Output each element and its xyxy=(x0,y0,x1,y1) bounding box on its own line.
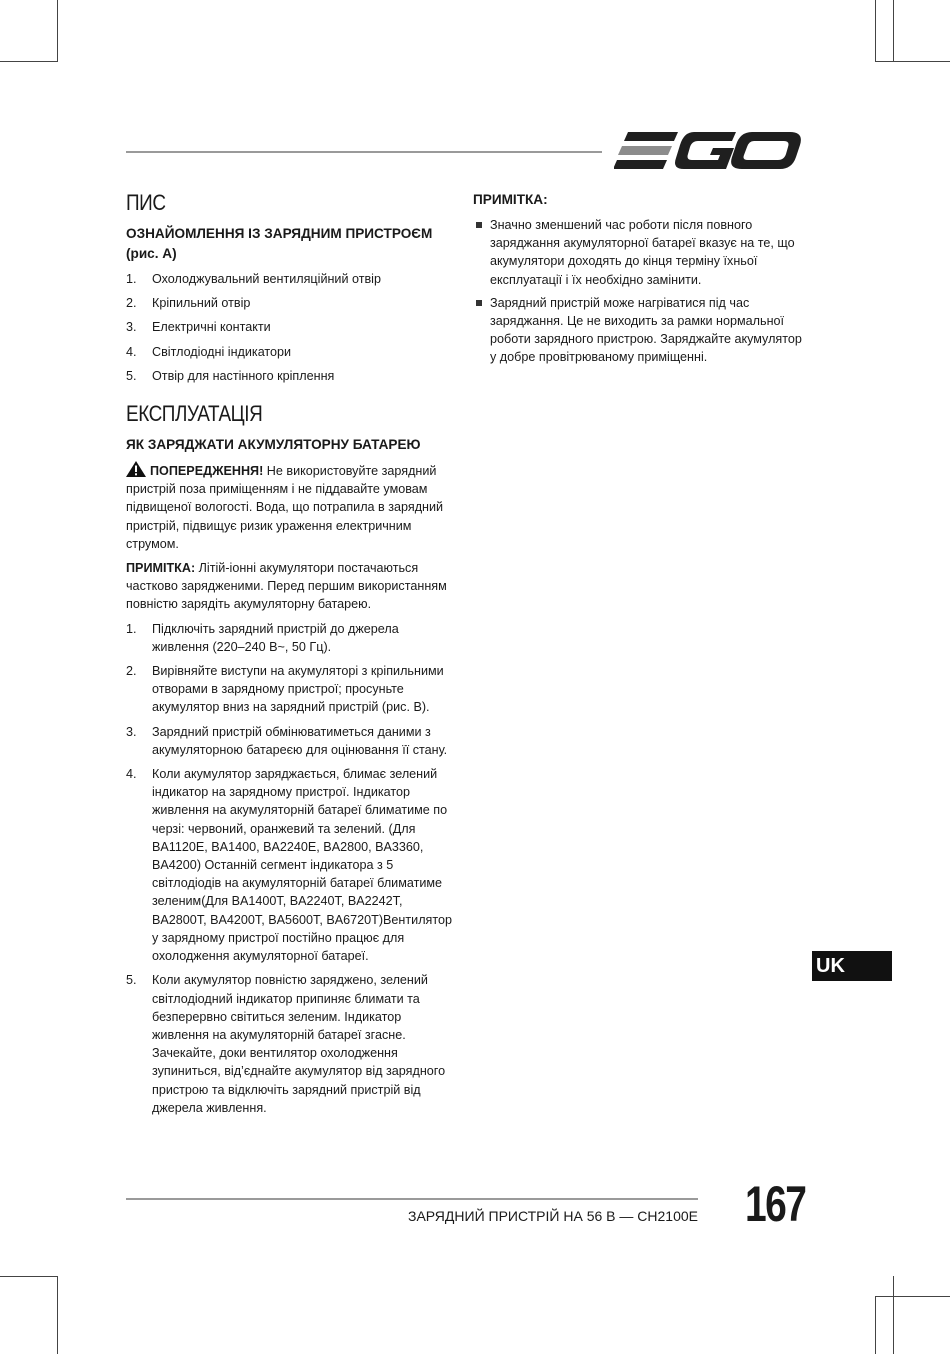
bullet-square-icon xyxy=(476,222,482,228)
list-item: 5. Коли акумулятор повністю заряджено, зелений світлодіодний індикатор припиняє блимати та безперервно світиться зеленим. Індикатор живлення на акумуляторній батареї згасне. Зачекайте, доки вентилятор охолодження зупиниться, від’єднайте акумулятор від зарядного пристрою та відключіть зарядний пристрій від джерела живлення. xyxy=(126,973,446,1115)
section-title-description: ПИС xyxy=(126,190,166,215)
crop-mark xyxy=(893,1276,894,1354)
bullet-square-icon xyxy=(476,300,482,306)
list-item: 4. Світлодіодні індикатори xyxy=(126,344,292,359)
crop-mark xyxy=(57,0,58,62)
note-paragraph xyxy=(126,559,452,614)
warning-text: Не використовуйте зарядний пристрій поза приміщенням і не піддавайте умовам підвищеної вологості. Вода, що потрапила в зарядний пристрій, підвищує ризик ураження електричним струмом. xyxy=(126,464,444,551)
crop-mark xyxy=(875,1296,950,1297)
list-item: 3. Зарядний пристрій обмінюватиметься даними з акумуляторною батареєю для оцінювання її стану. xyxy=(126,724,448,757)
warning-paragraph xyxy=(126,461,452,553)
crop-mark xyxy=(0,1276,58,1277)
list-item: Значно зменшений час роботи після повного заряджання акумуляторної батареї вказує на те, що акумулятори доходять до кінця терміну їхньої експлуатації і їх необхідно замінити. xyxy=(473,216,803,289)
left-column xyxy=(126,190,452,1123)
header-rule xyxy=(126,151,602,153)
note-bullets xyxy=(473,216,803,367)
list-item: Зарядний пристрій може нагріватися під час заряджання. Це не виходить за рамки нормальної роботи зарядного пристрою. Заряджайте акумулятор у добре провітрюваному приміщенні. xyxy=(473,294,803,367)
language-tab: UK xyxy=(812,951,892,981)
list-item: 5. Отвір для настінного кріплення xyxy=(126,368,335,383)
crop-mark xyxy=(0,61,58,62)
footer-rule xyxy=(126,1198,698,1200)
list-item: 1. Охолоджувальний вентиляційний отвір xyxy=(126,272,381,286)
list-item: 1. Підключіть зарядний пристрій до джерела живлення (220–240 В~, 50 Гц). xyxy=(126,621,399,654)
subsection-title-charger-overview: ОЗНАЙОМЛЕННЯ ІЗ ЗАРЯДНИМ ПРИСТРОЄМ (рис. A) xyxy=(126,226,433,261)
list-item: 2. Кріпильний отвір xyxy=(126,296,251,311)
crop-mark xyxy=(875,1296,876,1354)
section-title-operation: ЕКСПЛУАТАЦІЯ xyxy=(126,401,263,427)
note-title: ПРИМІТКА: xyxy=(473,192,548,207)
parts-list xyxy=(126,270,452,385)
subsection-title-charging: ЯК ЗАРЯДЖАТИ АКУМУЛЯТОРНУ БАТАРЕЮ xyxy=(126,437,421,453)
ego-logo xyxy=(614,128,802,174)
right-column xyxy=(473,190,803,372)
crop-mark xyxy=(875,61,950,62)
crop-mark xyxy=(875,0,876,62)
footer-title: ЗАРЯДНИЙ ПРИСТРІЙ НА 56 В — CH2100E xyxy=(407,1208,698,1224)
warning-triangle-icon xyxy=(126,461,146,477)
charging-steps-list xyxy=(126,620,452,1117)
list-item: 4. Коли акумулятор заряджається, блимає зелений індикатор на зарядному пристрої. Індикатор живлення на акумуляторній батареї блиматиме по черзі: червоний, оранжевий та зелений. (Для BA1120E, BA1400, BA2240E, BA2800, BA3360, BA4200) Останній сегмент індикатора з 5 світлодіодів на акумуляторній батареї блиматиме зеленим(Для BA1400T, BA2240T, BA2242T, BA2800T, BA4200T, BA5600T, BA6720T)Вентилятор у зарядному пристрої постійно працює для охолодження акумуляторної батареї. xyxy=(126,767,452,964)
list-item: 2. Вирівняйте виступи на акумуляторі з кріпильними отворами в зарядному пристрої; просуньте акумулятор вниз на зарядний пристрій (рис. B). xyxy=(126,664,444,715)
crop-mark xyxy=(57,1276,58,1354)
warning-label: ПОПЕРЕДЖЕННЯ! xyxy=(150,464,264,479)
note-text: Літій-іонні акумулятори постачаються частково зарядженими. Перед першим використанням повністю зарядіть акумуляторну батарею. xyxy=(126,561,447,612)
list-item: 3. Електричні контакти xyxy=(126,320,271,335)
page-number: 167 xyxy=(745,1176,806,1232)
note-label: ПРИМІТКА: xyxy=(126,561,196,576)
crop-mark xyxy=(893,0,894,62)
